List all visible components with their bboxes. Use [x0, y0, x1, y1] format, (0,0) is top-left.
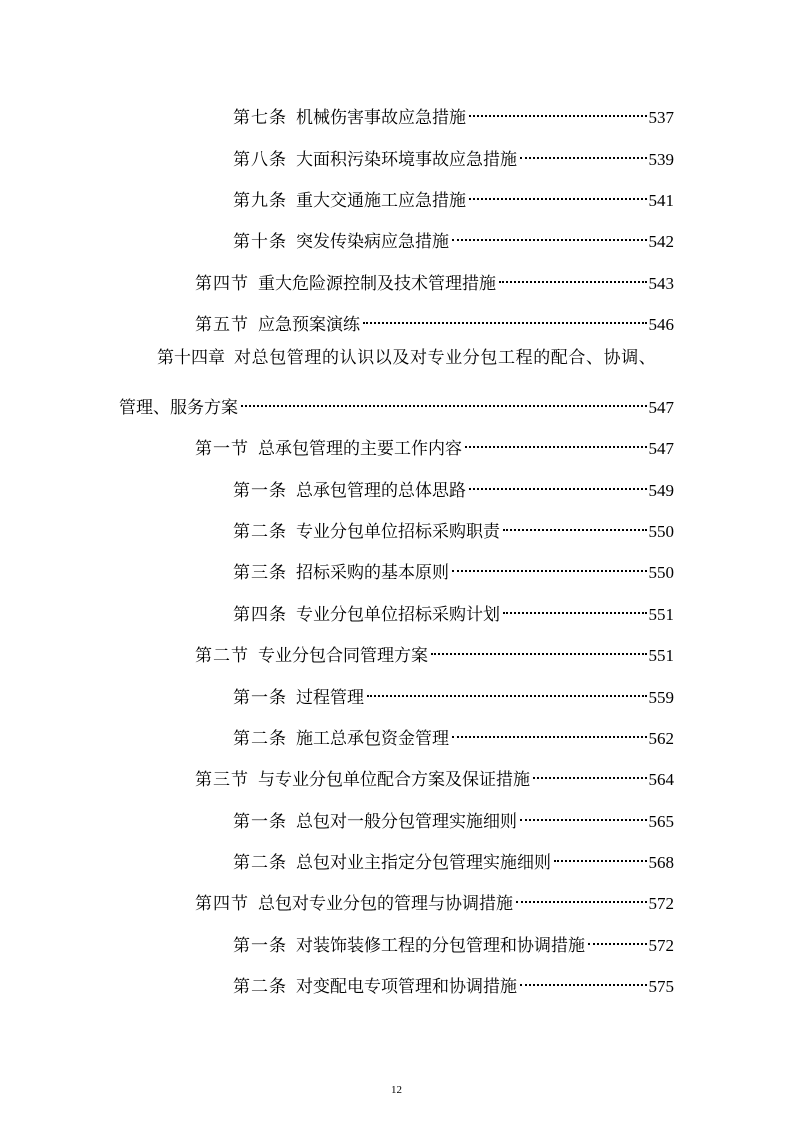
toc-entry-title: 重大危险源控制及技术管理措施: [258, 274, 496, 294]
toc-entry[interactable]: [195, 263, 674, 294]
toc-entry-title: 应急预案演练: [258, 315, 360, 335]
dot-leader: [452, 221, 647, 247]
toc-entry-number: 第一节: [195, 439, 249, 459]
toc-entry[interactable]: [195, 428, 674, 459]
toc-entry-title: 对变配电专项管理和协调措施: [296, 977, 517, 997]
toc-entry-title: 施工总承包资金管理: [296, 729, 449, 749]
toc-entry[interactable]: [233, 801, 674, 832]
toc-entry[interactable]: [233, 925, 674, 956]
toc-entry[interactable]: [233, 470, 674, 501]
toc-entry-title: 总承包管理的总体思路: [296, 481, 466, 501]
toc-entry-page: 565: [648, 812, 674, 831]
toc-chapter-heading[interactable]: [157, 345, 674, 371]
dot-leader: [554, 842, 647, 868]
toc-entry-page: 551: [648, 605, 674, 624]
toc-entry-page: 537: [648, 108, 674, 127]
toc-entry-number: 第四条: [233, 605, 287, 625]
toc-entry-title: 招标采购的基本原则: [296, 563, 449, 583]
toc-entry-title: 与专业分包单位配合方案及保证措施: [258, 770, 530, 790]
toc-entry-number: 第九条: [233, 191, 287, 211]
toc-entry[interactable]: [195, 759, 674, 790]
toc-entry-number: 第十条: [233, 232, 287, 252]
toc-entry-number: 第二条: [233, 522, 287, 542]
dot-leader: [241, 387, 647, 413]
toc-entry-number: 第二条: [233, 853, 287, 873]
toc-entry[interactable]: [195, 883, 674, 914]
dot-leader: [520, 966, 647, 992]
toc-entry-page: 541: [648, 191, 674, 210]
toc-entry-page: 568: [648, 853, 674, 872]
toc-entry[interactable]: [195, 635, 674, 666]
dot-leader: [520, 801, 647, 827]
dot-leader: [469, 180, 647, 206]
toc-entry-title: 专业分包单位招标采购计划: [296, 605, 500, 625]
toc-entry-title: 过程管理: [296, 688, 364, 708]
toc-entry-page: 551: [648, 646, 674, 665]
toc-entry-title: 专业分包合同管理方案: [258, 646, 428, 666]
toc-entry-title: 突发传染病应急措施: [296, 232, 449, 252]
dot-leader: [452, 552, 647, 578]
toc-entry[interactable]: [233, 552, 674, 583]
toc-entry-number: 第八条: [233, 150, 287, 170]
toc-entry-number: 第七条: [233, 108, 287, 128]
toc-entry-number: 第三条: [233, 563, 287, 583]
toc-entry-title: 重大交通施工应急措施: [296, 191, 466, 211]
toc-entry-number: 第五节: [195, 315, 249, 335]
dot-leader: [516, 883, 647, 909]
toc-entry-number: 第二条: [233, 977, 287, 997]
toc-entry-page: 564: [648, 770, 674, 789]
toc-entry[interactable]: [233, 139, 674, 170]
toc-entry-title: 对装饰装修工程的分包管理和协调措施: [296, 936, 585, 956]
toc-entry-number: 第一条: [233, 812, 287, 832]
toc-entry-title: 大面积污染环境事故应急措施: [296, 150, 517, 170]
toc-entry-page: 546: [648, 315, 674, 334]
toc-entry-number: 第一条: [233, 936, 287, 956]
dot-leader: [520, 139, 647, 165]
toc-entry[interactable]: [233, 677, 674, 708]
toc-chapter-title-line2: 管理、服务方案: [119, 398, 238, 418]
toc-entry[interactable]: [233, 842, 674, 873]
toc-entry-page: 547: [648, 439, 674, 458]
toc-entry[interactable]: [233, 511, 674, 542]
dot-leader: [363, 304, 647, 330]
dot-leader: [503, 511, 647, 537]
toc-entry[interactable]: [233, 180, 674, 211]
toc-entry-number: 第二条: [233, 729, 287, 749]
toc-entry-title: 机械伤害事故应急措施: [296, 108, 466, 128]
toc-entry-page: 575: [648, 977, 674, 996]
toc-chapter-page: 547: [648, 398, 674, 417]
toc-entry-title: 总包对业主指定分包管理实施细则: [296, 853, 551, 873]
toc-entry-number: 第四节: [195, 274, 249, 294]
toc-entry[interactable]: [233, 966, 674, 997]
toc-entry-page: 550: [648, 522, 674, 541]
toc-entry[interactable]: [233, 221, 674, 252]
toc-entry-page: 542: [648, 232, 674, 251]
toc-chapter-number: 第十四章: [157, 348, 225, 368]
dot-leader: [452, 718, 647, 744]
toc-entry-page: 539: [648, 150, 674, 169]
dot-leader: [367, 677, 647, 703]
toc-entry-page: 572: [648, 894, 674, 913]
toc-entry-title: 总包对一般分包管理实施细则: [296, 812, 517, 832]
toc-entry[interactable]: [195, 304, 674, 335]
toc-entry-number: 第二节: [195, 646, 249, 666]
toc-entry-title: 专业分包单位招标采购职责: [296, 522, 500, 542]
toc-entry-number: 第三节: [195, 770, 249, 790]
toc-chapter-title-line1: 对总包管理的认识以及对专业分包工程的配合、协调、: [234, 348, 657, 368]
dot-leader: [465, 428, 647, 454]
toc-entry-page: 572: [648, 936, 674, 955]
toc-entry-title: 总承包管理的主要工作内容: [258, 439, 462, 459]
page-number: 12: [391, 1084, 402, 1096]
toc-chapter-continuation[interactable]: [119, 387, 674, 418]
toc-entry-page: 543: [648, 274, 674, 293]
toc-entry-number: 第四节: [195, 894, 249, 914]
dot-leader: [588, 925, 647, 951]
dot-leader: [499, 263, 647, 289]
toc-entry-number: 第一条: [233, 481, 287, 501]
toc-entry-page: 559: [648, 688, 674, 707]
dot-leader: [469, 97, 647, 123]
toc-entry[interactable]: [233, 594, 674, 625]
dot-leader: [469, 470, 647, 496]
toc-entry-page: 562: [648, 729, 674, 748]
toc-entry-page: 549: [648, 481, 674, 500]
dot-leader: [431, 635, 647, 661]
toc-entry-title: 总包对专业分包的管理与协调措施: [258, 894, 513, 914]
toc-entry[interactable]: [233, 97, 674, 128]
toc-entry-number: 第一条: [233, 688, 287, 708]
toc-entry-page: 550: [648, 563, 674, 582]
toc-entry[interactable]: [233, 718, 674, 749]
dot-leader: [503, 594, 647, 620]
dot-leader: [533, 759, 647, 785]
